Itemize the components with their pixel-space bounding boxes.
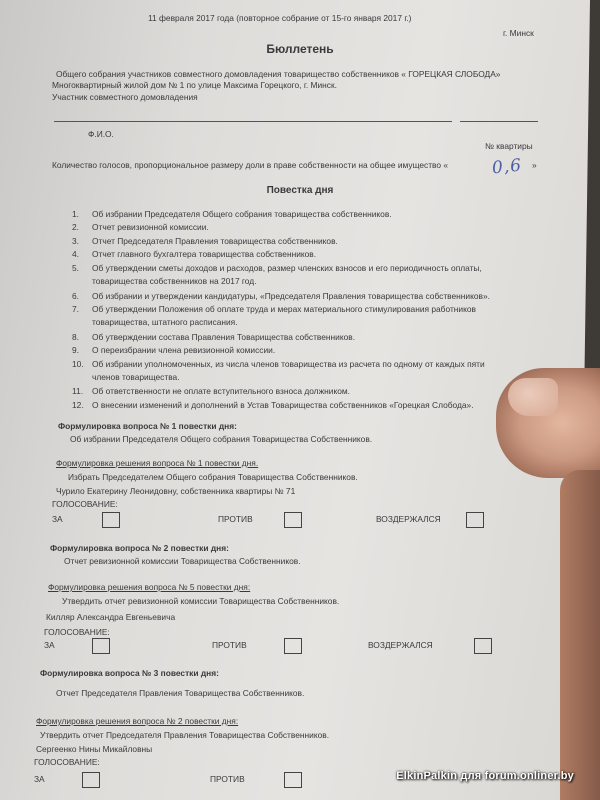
agenda-item-number: 10. [72, 359, 84, 369]
agenda-item-text: Об ответственности не оплате вступительного взноса должником. [92, 386, 350, 396]
voting-label: ГОЛОСОВАНИЕ: [52, 499, 118, 509]
agenda-item-number: 1. [72, 209, 79, 219]
vote-against-checkbox[interactable] [284, 638, 302, 654]
candidate-name: Чурило Екатерину Леонидовну, собственника квартиры № 71 [56, 486, 296, 496]
agenda-item-number: 6. [72, 291, 79, 301]
votes-close: » [532, 160, 537, 170]
question-text: Отчет ревизионной комиссии Товарищества Собственников. [64, 556, 301, 566]
agenda-item-number: 4. [72, 249, 79, 259]
agenda-item-text: Об утверждении Положения об оплате труда и мерах материального стимулирования работников [92, 304, 476, 314]
vote-abstain-checkbox[interactable] [466, 512, 484, 528]
thumbnail-nail [508, 378, 558, 416]
agenda-title: Повестка дня [266, 185, 334, 196]
question-text: Об избрании Председателя Общего собрания Товарищества Собственников. [70, 434, 373, 444]
agenda-item-text: О переизбрании члена ревизионной комиссии. [92, 345, 276, 355]
fio-label: Ф.И.О. [88, 129, 114, 139]
intro-line-1: Общего собрания участников совместного домовладения товарищество собственников « ГОРЕЦКАЯ СЛОБОДА» [56, 69, 501, 79]
decision-text: Утвердить отчет Председателя Правления Товарищества Собственников. [40, 730, 330, 740]
candidate-name: Килляр Александра Евгеньевича [46, 612, 176, 622]
page-title: Бюллетень [266, 42, 334, 56]
agenda-item-number: 3. [72, 236, 79, 246]
agenda-item-text: Отчет ревизионной комиссии. [92, 222, 209, 232]
agenda-item-text: товарищества собственников на 2017 год. [92, 276, 257, 286]
agenda-item-text: товарищества, штатного расписания. [92, 317, 238, 327]
apartment-label: № квартиры [485, 141, 533, 151]
agenda-item-number: 2. [72, 222, 79, 232]
voting-label: ГОЛОСОВАНИЕ: [44, 627, 110, 637]
agenda-item-text: членов товарищества. [92, 372, 180, 382]
agenda-item-number: 8. [72, 332, 79, 342]
votes-value: 0,6 [491, 155, 524, 179]
agenda-item-text: О внесении изменений и дополнений в Устав Товарищества собственников «Горецкая Слобода». [92, 400, 474, 410]
intro-line-2: Многоквартирный жилой дом № 1 по улице Максима Горецкого, г. Минск. [52, 80, 337, 90]
agenda-item-number: 11. [72, 386, 84, 396]
apartment-line [460, 121, 538, 122]
agenda-item-text: Об избрании и утверждении кандидатуры, «Председателя Правления товарищества собственников». [92, 291, 490, 301]
vote-against-label: ПРОТИВ [210, 774, 245, 784]
watermark: ElkinPalkin для forum.onliner.by [396, 770, 574, 782]
agenda-item-text: Об избрании уполномоченных, из числа членов товарищества из расчета по одному от каждых пяти [92, 359, 485, 369]
vote-abstain-checkbox[interactable] [474, 638, 492, 654]
vote-against-label: ПРОТИВ [212, 640, 247, 650]
decision-text: Избрать Председателем Общего собрания Товарищества Собственников. [68, 472, 358, 482]
question-text: Отчет Председателя Правления Товарищества Собственников. [56, 688, 305, 698]
vote-for-label: ЗА [34, 774, 45, 784]
vote-for-label: ЗА [52, 514, 63, 524]
date-line: 11 февраля 2017 года (повторное собрание от 15-го января 2017 г.) [148, 13, 412, 23]
vote-abstain-label: ВОЗДЕРЖАЛСЯ [376, 514, 441, 524]
vote-for-checkbox[interactable] [82, 772, 100, 788]
vote-for-checkbox[interactable] [92, 638, 110, 654]
fio-line [54, 121, 452, 122]
agenda-item-number: 12. [72, 400, 84, 410]
vote-for-checkbox[interactable] [102, 512, 120, 528]
decision-title: Формулировка решения вопроса № 1 повестки дня. [56, 458, 259, 468]
vote-for-label: ЗА [44, 640, 55, 650]
question-title: Формулировка вопроса № 2 повестки дня: [50, 543, 229, 553]
decision-title: Формулировка решения вопроса № 2 повестки дня: [36, 716, 239, 726]
decision-title: Формулировка решения вопроса № 5 повестки дня: [48, 582, 251, 592]
agenda-item-text: Об утверждении сметы доходов и расходов, размер членских взносов и его периодичность оплаты, [92, 263, 482, 273]
vote-against-checkbox[interactable] [284, 772, 302, 788]
agenda-item-text: Отчет главного бухгалтера товарищества собственников. [92, 249, 317, 259]
decision-text: Утвердить отчет ревизионной комиссии Товарищества Собственников. [62, 596, 340, 606]
candidate-name: Сергеенко Нины Микайловны [36, 744, 153, 754]
agenda-item-text: Об утверждении состава Правления Товарищества собственников. [92, 332, 356, 342]
vote-abstain-label: ВОЗДЕРЖАЛСЯ [368, 640, 433, 650]
agenda-item-text: Об избрании Председателя Общего собрания товарищества собственников. [92, 209, 392, 219]
finger-photo [560, 470, 600, 800]
intro-line-3: Участник совместного домовладения [52, 92, 198, 102]
agenda-item-number: 5. [72, 263, 79, 273]
voting-label: ГОЛОСОВАНИЕ: [34, 757, 100, 767]
question-title: Формулировка вопроса № 3 повестки дня: [40, 668, 219, 678]
agenda-item-number: 7. [72, 304, 79, 314]
city: г. Минск [503, 28, 534, 38]
vote-against-checkbox[interactable] [284, 512, 302, 528]
agenda-item-number: 9. [72, 345, 79, 355]
votes-label: Количество голосов, пропорциональное размеру доли в праве собственности на общее имущество « [52, 160, 449, 170]
agenda-item-text: Отчет Председателя Правления товарищества собственников. [92, 236, 338, 246]
vote-against-label: ПРОТИВ [218, 514, 253, 524]
question-title: Формулировка вопроса № 1 повестки дня: [58, 421, 237, 431]
